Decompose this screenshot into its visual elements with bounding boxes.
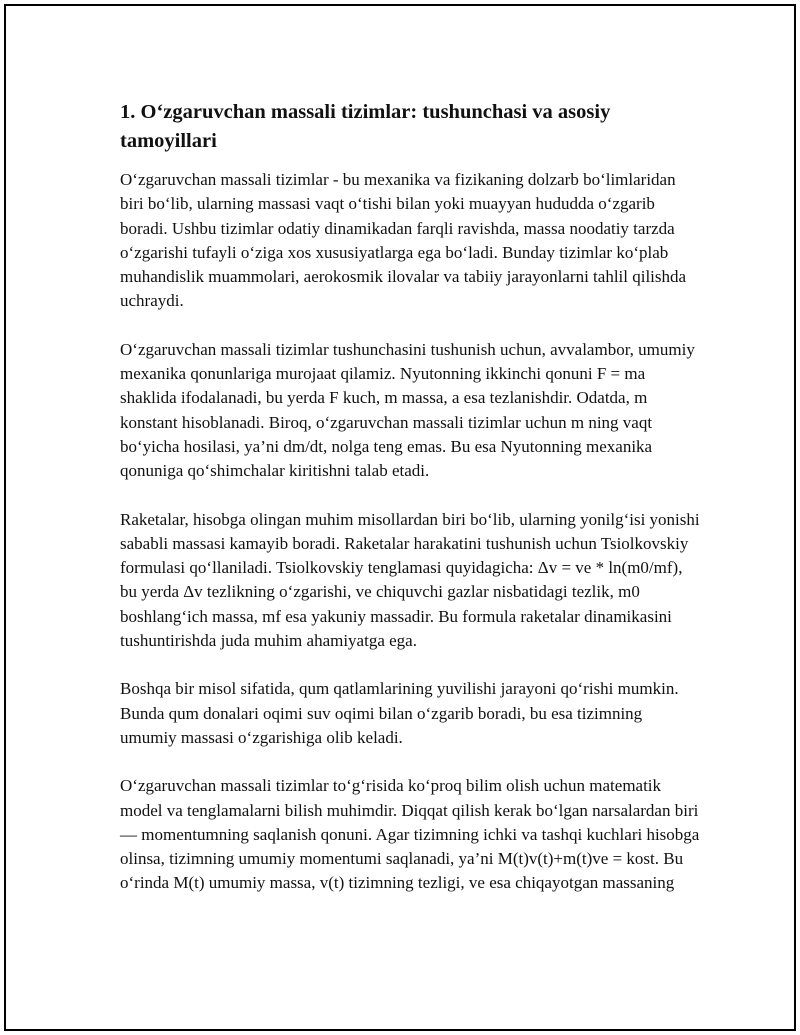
- section-heading: 1. O‘zgaruvchan massali tizimlar: tushunchasi va asosiy tamoyillari: [120, 101, 611, 152]
- page-frame: [4, 4, 796, 1031]
- document-body: [120, 98, 700, 896]
- paragraph-2: O‘zgaruvchan massali tizimlar tushunchasini tushunish uchun, avvalambor, umumiy mexanika qonunlariga murojaat qilamiz. Nyutonning ikkinchi qonuni F = ma shaklida ifodalanadi, bu yerda F kuch, m massa, a esa tezlanishdir. Odatda, m konstant hisoblanadi. Biroq, o‘zgaruvchan massali tizimlar uchun m ning vaqt bo‘yicha hosilasi, ya’ni dm/dt, nolga teng emas. Bu esa Nyutonning mexanika qonuniga qo‘shimchalar kiritishni talab etadi.: [120, 339, 695, 481]
- paragraph-5: O‘zgaruvchan massali tizimlar to‘g‘risida ko‘proq bilim olish uchun matematik model va tenglamalarni bilish muhimdir. Diqqat qilish kerak bo‘lgan narsalardan biri — momentumning saqlanish qonuni. Agar tizimning ichki va tashqi kuchlari hisobga olinsa, tizimning umumiy momentumi saqlanadi, ya’ni M(t)v(t)+m(t)ve = kost. Bu o‘rinda M(t) umumiy massa, v(t) tizimning tezligi, ve esa chiqayotgan massaning: [120, 776, 700, 893]
- paragraph-4: Boshqa bir misol sifatida, qum qatlamlarining yuvilishi jarayoni qo‘rishi mumkin. Bunda qum donalari oqimi suv oqimi bilan o‘zgarib boradi, bu esa tizimning umumiy massasi o‘zgarishiga olib keladi.: [120, 679, 679, 747]
- paragraph-3: Raketalar, hisobga olingan muhim misollardan biri bo‘lib, ularning yonilg‘isi yonishi sababli massasi kamayib boradi. Raketalar harakatini tushunish uchun Tsiolkovskiy formulasi qo‘llaniladi. Tsiolkovskiy tenglamasi quyidagicha: Δv = ve * ln(m0/mf), bu yerda Δv tezlikning o‘zgarishi, ve chiquvchi gazlar nisbatidagi tezlik, m0 boshlang‘ich massa, mf esa yakuniy massadir. Bu formula raketalar dinamikasini tushuntirishda juda muhim ahamiyatga ega.: [120, 509, 700, 651]
- paragraph-1: O‘zgaruvchan massali tizimlar - bu mexanika va fizikaning dolzarb bo‘limlaridan biri bo‘lib, ularning massasi vaqt o‘tishi bilan yoki muayyan hududda o‘zgarib boradi. Ushbu tizimlar odatiy dinamikadan farqli ravishda, massa noodatiy tarzda o‘zgarishi tufayli o‘ziga xos xususiyatlarga ega bo‘ladi. Bunday tizimlar ko‘plab muhandislik muammolari, aerokosmik ilovalar va tabiiy jarayonlarni tahlil qilishda uchraydi.: [120, 170, 687, 311]
